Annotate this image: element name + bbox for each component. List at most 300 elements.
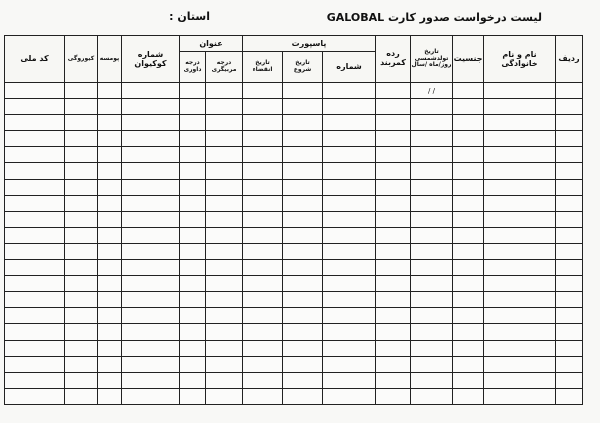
birth-date-cell[interactable]	[411, 131, 453, 147]
coach-degree-cell[interactable]	[206, 292, 243, 308]
passport-expiry-cell[interactable]	[243, 131, 283, 147]
passport-start-cell[interactable]	[283, 227, 323, 243]
passport-number-cell[interactable]	[323, 195, 376, 211]
gender-cell[interactable]	[453, 372, 484, 388]
birth-date-header-line-1: تاریخ	[424, 48, 439, 56]
kyorugi-cell[interactable]	[65, 227, 98, 243]
kyorugi-cell[interactable]	[65, 211, 98, 227]
passport-start-cell[interactable]	[283, 99, 323, 115]
kukyvan-number-cell[interactable]	[122, 211, 180, 227]
passport-expiry-cell[interactable]	[243, 179, 283, 195]
belt-rank-cell[interactable]	[376, 131, 411, 147]
poomsae-cell[interactable]	[98, 308, 122, 324]
kukyvan-number-cell[interactable]	[122, 147, 180, 163]
referee-degree-cell[interactable]	[180, 340, 206, 356]
full-name-cell[interactable]	[484, 372, 556, 388]
kyorugi-cell[interactable]	[65, 356, 98, 372]
gender-cell[interactable]	[453, 356, 484, 372]
kukyvan-number-cell[interactable]	[122, 115, 180, 131]
birth-date-cell[interactable]	[411, 372, 453, 388]
passport-expiry-cell[interactable]	[243, 243, 283, 259]
gender-cell[interactable]	[453, 115, 484, 131]
coach-degree-cell[interactable]	[206, 147, 243, 163]
gender-cell[interactable]	[453, 211, 484, 227]
kukyvan-number-cell[interactable]	[122, 163, 180, 179]
row-number-cell[interactable]	[556, 131, 583, 147]
birth-date-cell[interactable]	[411, 388, 453, 404]
belt-rank-cell[interactable]	[376, 99, 411, 115]
passport-number-cell[interactable]	[323, 260, 376, 276]
belt-rank-cell[interactable]	[376, 260, 411, 276]
gender-cell[interactable]	[453, 340, 484, 356]
row-number-cell[interactable]	[556, 211, 583, 227]
passport-start-cell[interactable]	[283, 292, 323, 308]
kyorugi-cell[interactable]	[65, 147, 98, 163]
coach-degree-cell[interactable]	[206, 276, 243, 292]
passport-expiry-cell[interactable]	[243, 195, 283, 211]
kyorugi-cell[interactable]	[65, 243, 98, 259]
birth-date-cell[interactable]	[411, 340, 453, 356]
national-code-cell[interactable]	[5, 195, 65, 211]
kukyvan-number-cell[interactable]	[122, 324, 180, 340]
table-row	[5, 115, 583, 131]
national-code-cell[interactable]	[5, 211, 65, 227]
kukyvan-number-cell[interactable]	[122, 83, 180, 99]
passport-number-cell[interactable]	[323, 211, 376, 227]
kyorugi-cell[interactable]	[65, 83, 98, 99]
referee-degree-cell[interactable]	[180, 356, 206, 372]
passport-number-cell[interactable]	[323, 308, 376, 324]
coach-degree-cell[interactable]	[206, 372, 243, 388]
national-code-cell[interactable]	[5, 340, 65, 356]
passport-number-cell[interactable]	[323, 99, 376, 115]
birth-date-cell[interactable]	[411, 308, 453, 324]
belt-rank-cell[interactable]	[376, 227, 411, 243]
passport-expiry-cell[interactable]	[243, 324, 283, 340]
belt-rank-header-line-1: رده	[386, 49, 400, 59]
passport-start-cell[interactable]	[283, 131, 323, 147]
full-name-cell[interactable]	[484, 388, 556, 404]
passport-number-cell[interactable]	[323, 356, 376, 372]
birth-date-cell[interactable]	[411, 211, 453, 227]
poomsae-cell[interactable]	[98, 195, 122, 211]
national-code-header: کد ملی	[5, 36, 65, 83]
referee-degree-cell[interactable]	[180, 99, 206, 115]
birth-date-cell[interactable]	[411, 115, 453, 131]
passport-expiry-cell[interactable]	[243, 308, 283, 324]
passport-expiry-cell[interactable]	[243, 147, 283, 163]
national-code-cell[interactable]	[5, 356, 65, 372]
kyorugi-cell[interactable]	[65, 195, 98, 211]
full-name-cell[interactable]	[484, 276, 556, 292]
poomsae-cell[interactable]	[98, 324, 122, 340]
belt-rank-cell[interactable]	[376, 163, 411, 179]
referee-degree-cell[interactable]	[180, 372, 206, 388]
national-code-cell[interactable]	[5, 227, 65, 243]
referee-degree-cell[interactable]	[180, 324, 206, 340]
poomsae-cell[interactable]	[98, 276, 122, 292]
passport-expiry-cell[interactable]	[243, 115, 283, 131]
table-row	[5, 179, 583, 195]
kyorugi-cell[interactable]	[65, 276, 98, 292]
passport-number-cell[interactable]	[323, 276, 376, 292]
kyorugi-header: کیوروگی	[65, 36, 98, 83]
belt-rank-cell[interactable]	[376, 372, 411, 388]
poomsae-cell[interactable]	[98, 292, 122, 308]
kukyvan-number-header: شماره کوکیوان	[122, 36, 180, 83]
table-row	[5, 227, 583, 243]
national-code-cell[interactable]	[5, 388, 65, 404]
belt-rank-cell[interactable]	[376, 211, 411, 227]
poomsae-cell[interactable]	[98, 260, 122, 276]
passport-expiry-cell[interactable]	[243, 83, 283, 99]
full-name-cell[interactable]	[484, 163, 556, 179]
row-number-cell[interactable]	[556, 276, 583, 292]
passport-number-cell[interactable]	[323, 163, 376, 179]
passport-start-cell[interactable]	[283, 372, 323, 388]
row-number-cell[interactable]	[556, 324, 583, 340]
passport-number-cell[interactable]	[323, 227, 376, 243]
national-code-cell[interactable]	[5, 163, 65, 179]
kyorugi-cell[interactable]	[65, 372, 98, 388]
referee-degree-cell[interactable]	[180, 388, 206, 404]
full-name-cell[interactable]	[484, 195, 556, 211]
referee-degree-cell[interactable]	[180, 260, 206, 276]
poomsae-cell[interactable]	[98, 243, 122, 259]
belt-rank-cell[interactable]	[376, 195, 411, 211]
kyorugi-cell[interactable]	[65, 388, 98, 404]
passport-start-cell[interactable]	[283, 195, 323, 211]
gender-cell[interactable]	[453, 243, 484, 259]
kukyvan-number-cell[interactable]	[122, 340, 180, 356]
passport-expiry-cell[interactable]	[243, 99, 283, 115]
passport-number-cell[interactable]	[323, 292, 376, 308]
kukyvan-number-cell[interactable]	[122, 356, 180, 372]
kyorugi-cell[interactable]	[65, 260, 98, 276]
birth-date-cell[interactable]	[411, 260, 453, 276]
national-code-cell[interactable]	[5, 276, 65, 292]
row-number-cell[interactable]	[556, 372, 583, 388]
poomsae-cell[interactable]	[98, 147, 122, 163]
row-number-cell[interactable]	[556, 99, 583, 115]
kukyvan-number-cell[interactable]	[122, 99, 180, 115]
passport-expiry-header-line-1: تاریخ	[255, 59, 270, 67]
full-name-cell[interactable]	[484, 260, 556, 276]
referee-degree-cell[interactable]	[180, 243, 206, 259]
kukyvan-number-cell[interactable]	[122, 131, 180, 147]
kyorugi-cell[interactable]	[65, 163, 98, 179]
referee-degree-header	[180, 52, 206, 83]
poomsae-header: پومسه	[98, 36, 122, 83]
kyorugi-cell[interactable]	[65, 179, 98, 195]
passport-start-cell[interactable]	[283, 276, 323, 292]
full-name-cell[interactable]	[484, 227, 556, 243]
coach-degree-cell[interactable]	[206, 308, 243, 324]
poomsae-cell[interactable]	[98, 340, 122, 356]
poomsae-cell[interactable]	[98, 99, 122, 115]
poomsae-cell[interactable]	[98, 227, 122, 243]
kyorugi-cell[interactable]	[65, 340, 98, 356]
kyorugi-cell[interactable]	[65, 99, 98, 115]
row-number-cell[interactable]	[556, 292, 583, 308]
passport-start-cell[interactable]	[283, 308, 323, 324]
poomsae-cell[interactable]	[98, 83, 122, 99]
gender-cell[interactable]	[453, 99, 484, 115]
passport-number-cell[interactable]	[323, 131, 376, 147]
full-name-cell[interactable]	[484, 243, 556, 259]
row-number-cell[interactable]	[556, 308, 583, 324]
kukyvan-number-cell[interactable]	[122, 308, 180, 324]
passport-expiry-cell[interactable]	[243, 388, 283, 404]
passport-number-cell[interactable]	[323, 147, 376, 163]
kyorugi-cell[interactable]	[65, 131, 98, 147]
coach-degree-cell[interactable]	[206, 260, 243, 276]
passport-number-cell[interactable]	[323, 388, 376, 404]
passport-number-cell[interactable]	[323, 179, 376, 195]
referee-degree-cell[interactable]	[180, 115, 206, 131]
full-name-cell[interactable]	[484, 83, 556, 99]
coach-degree-cell[interactable]	[206, 163, 243, 179]
national-code-cell[interactable]	[5, 83, 65, 99]
referee-degree-cell[interactable]	[180, 83, 206, 99]
belt-rank-cell[interactable]	[376, 179, 411, 195]
table-row	[5, 211, 583, 227]
passport-expiry-cell[interactable]	[243, 292, 283, 308]
row-number-cell[interactable]	[556, 179, 583, 195]
full-name-cell[interactable]	[484, 115, 556, 131]
poomsae-cell[interactable]	[98, 356, 122, 372]
passport-number-cell[interactable]	[323, 83, 376, 99]
row-number-cell[interactable]	[556, 260, 583, 276]
referee-degree-cell[interactable]	[180, 131, 206, 147]
belt-rank-cell[interactable]	[376, 243, 411, 259]
passport-start-cell[interactable]	[283, 115, 323, 131]
row-number-cell[interactable]	[556, 243, 583, 259]
belt-rank-cell[interactable]	[376, 276, 411, 292]
kyorugi-cell[interactable]	[65, 308, 98, 324]
referee-degree-cell[interactable]	[180, 163, 206, 179]
passport-number-cell[interactable]	[323, 115, 376, 131]
gender-cell[interactable]	[453, 163, 484, 179]
gender-cell[interactable]	[453, 388, 484, 404]
gender-cell[interactable]	[453, 131, 484, 147]
belt-rank-cell[interactable]	[376, 115, 411, 131]
passport-start-cell[interactable]	[283, 211, 323, 227]
row-number-cell[interactable]	[556, 340, 583, 356]
coach-degree-cell[interactable]	[206, 356, 243, 372]
full-name-cell[interactable]	[484, 179, 556, 195]
poomsae-cell[interactable]	[98, 372, 122, 388]
belt-rank-cell[interactable]	[376, 292, 411, 308]
poomsae-cell[interactable]	[98, 179, 122, 195]
gender-cell[interactable]	[453, 308, 484, 324]
gender-header: جنسیت	[453, 36, 484, 83]
kyorugi-cell[interactable]	[65, 324, 98, 340]
belt-rank-cell[interactable]	[376, 324, 411, 340]
referee-degree-cell[interactable]	[180, 276, 206, 292]
full-name-cell[interactable]	[484, 292, 556, 308]
coach-degree-cell[interactable]	[206, 243, 243, 259]
belt-rank-cell[interactable]	[376, 388, 411, 404]
national-code-cell[interactable]	[5, 131, 65, 147]
passport-expiry-cell[interactable]	[243, 340, 283, 356]
coach-degree-cell[interactable]	[206, 115, 243, 131]
coach-degree-cell[interactable]	[206, 131, 243, 147]
table-row	[5, 131, 583, 147]
kukyvan-number-cell[interactable]	[122, 179, 180, 195]
row-number-cell[interactable]	[556, 227, 583, 243]
kukyvan-number-cell[interactable]	[122, 292, 180, 308]
belt-rank-header	[376, 36, 411, 83]
passport-start-cell[interactable]	[283, 340, 323, 356]
kukyvan-number-cell[interactable]	[122, 260, 180, 276]
gender-cell[interactable]	[453, 292, 484, 308]
poomsae-cell[interactable]	[98, 163, 122, 179]
passport-start-cell[interactable]	[283, 243, 323, 259]
coach-degree-cell[interactable]	[206, 83, 243, 99]
passport-start-cell[interactable]	[283, 260, 323, 276]
national-code-cell[interactable]	[5, 324, 65, 340]
passport-number-cell[interactable]	[323, 340, 376, 356]
birth-date-cell[interactable]	[411, 147, 453, 163]
kukyvan-number-cell[interactable]	[122, 227, 180, 243]
national-code-cell[interactable]	[5, 115, 65, 131]
row-number-cell[interactable]	[556, 115, 583, 131]
passport-expiry-cell[interactable]	[243, 276, 283, 292]
referee-degree-cell[interactable]	[180, 308, 206, 324]
passport-start-cell[interactable]	[283, 356, 323, 372]
national-code-cell[interactable]	[5, 292, 65, 308]
document-title: لیست درخواست صدور کارت GALOBAL	[326, 11, 542, 24]
kukyvan-number-cell[interactable]	[122, 276, 180, 292]
gender-cell[interactable]	[453, 324, 484, 340]
passport-number-cell[interactable]	[323, 372, 376, 388]
row-number-cell[interactable]	[556, 388, 583, 404]
passport-start-cell[interactable]	[283, 179, 323, 195]
birth-date-cell[interactable]	[411, 227, 453, 243]
coach-degree-cell[interactable]	[206, 388, 243, 404]
kukyvan-number-cell[interactable]	[122, 388, 180, 404]
birth-date-cell[interactable]	[411, 163, 453, 179]
full-name-cell[interactable]	[484, 324, 556, 340]
belt-rank-cell[interactable]	[376, 340, 411, 356]
table-row	[5, 340, 583, 356]
kyorugi-cell[interactable]	[65, 292, 98, 308]
birth-date-cell[interactable]	[411, 356, 453, 372]
gender-cell[interactable]	[453, 179, 484, 195]
row-number-cell[interactable]	[556, 83, 583, 99]
full-name-cell[interactable]	[484, 131, 556, 147]
belt-rank-cell[interactable]	[376, 83, 411, 99]
coach-degree-cell[interactable]	[206, 227, 243, 243]
birth-date-cell[interactable]	[411, 324, 453, 340]
belt-rank-cell[interactable]	[376, 147, 411, 163]
passport-start-cell[interactable]	[283, 163, 323, 179]
coach-degree-cell[interactable]	[206, 340, 243, 356]
birth-date-cell[interactable]	[411, 276, 453, 292]
row-number-cell[interactable]	[556, 163, 583, 179]
national-code-cell[interactable]	[5, 243, 65, 259]
birth-date-cell[interactable]	[411, 195, 453, 211]
full-name-cell[interactable]	[484, 147, 556, 163]
national-code-cell[interactable]	[5, 308, 65, 324]
passport-expiry-cell[interactable]	[243, 211, 283, 227]
birth-date-header-line-2: تولدشمسی	[414, 54, 449, 62]
national-code-cell[interactable]	[5, 99, 65, 115]
kukyvan-number-cell[interactable]	[122, 243, 180, 259]
full-name-cell[interactable]	[484, 340, 556, 356]
gender-cell[interactable]	[453, 195, 484, 211]
passport-expiry-cell[interactable]	[243, 356, 283, 372]
full-name-cell[interactable]	[484, 356, 556, 372]
referee-degree-cell[interactable]	[180, 227, 206, 243]
birth-date-cell[interactable]	[411, 243, 453, 259]
national-code-cell[interactable]	[5, 372, 65, 388]
passport-start-cell[interactable]	[283, 83, 323, 99]
coach-degree-cell[interactable]	[206, 324, 243, 340]
national-code-cell[interactable]	[5, 147, 65, 163]
row-number-cell[interactable]	[556, 147, 583, 163]
poomsae-cell[interactable]	[98, 131, 122, 147]
national-code-cell[interactable]	[5, 179, 65, 195]
gender-cell[interactable]	[453, 227, 484, 243]
full-name-cell[interactable]	[484, 211, 556, 227]
passport-number-cell[interactable]	[323, 324, 376, 340]
referee-degree-cell[interactable]	[180, 292, 206, 308]
full-name-cell[interactable]	[484, 99, 556, 115]
kukyvan-number-cell[interactable]	[122, 372, 180, 388]
belt-rank-cell[interactable]	[376, 308, 411, 324]
gender-cell[interactable]	[453, 260, 484, 276]
referee-degree-cell[interactable]	[180, 147, 206, 163]
belt-rank-cell[interactable]	[376, 356, 411, 372]
kyorugi-cell[interactable]	[65, 115, 98, 131]
coach-degree-cell[interactable]	[206, 99, 243, 115]
referee-degree-cell[interactable]	[180, 195, 206, 211]
passport-expiry-cell[interactable]	[243, 227, 283, 243]
coach-degree-cell[interactable]	[206, 211, 243, 227]
coach-degree-cell[interactable]	[206, 195, 243, 211]
gender-cell[interactable]	[453, 276, 484, 292]
row-number-cell[interactable]	[556, 356, 583, 372]
birth-date-cell[interactable]	[411, 99, 453, 115]
gender-cell[interactable]	[453, 83, 484, 99]
kukyvan-number-cell[interactable]	[122, 195, 180, 211]
row-number-cell[interactable]	[556, 195, 583, 211]
referee-degree-cell[interactable]	[180, 211, 206, 227]
passport-expiry-cell[interactable]	[243, 163, 283, 179]
passport-start-cell[interactable]	[283, 324, 323, 340]
passport-start-header-line-2: شروع	[293, 66, 312, 73]
birth-date-cell[interactable]	[411, 292, 453, 308]
passport-number-cell[interactable]	[323, 243, 376, 259]
birth-date-cell[interactable]: / /	[411, 83, 453, 99]
poomsae-cell[interactable]	[98, 115, 122, 131]
passport-expiry-cell[interactable]	[243, 372, 283, 388]
birth-date-cell[interactable]	[411, 179, 453, 195]
coach-degree-cell[interactable]	[206, 179, 243, 195]
full-name-cell[interactable]	[484, 308, 556, 324]
passport-start-cell[interactable]	[283, 388, 323, 404]
poomsae-cell[interactable]	[98, 211, 122, 227]
passport-expiry-cell[interactable]	[243, 260, 283, 276]
passport-start-cell[interactable]	[283, 147, 323, 163]
full-name-header: نام و نام خانوادگی	[484, 36, 556, 83]
gender-cell[interactable]	[453, 147, 484, 163]
referee-degree-cell[interactable]	[180, 179, 206, 195]
national-code-cell[interactable]	[5, 260, 65, 276]
poomsae-cell[interactable]	[98, 388, 122, 404]
